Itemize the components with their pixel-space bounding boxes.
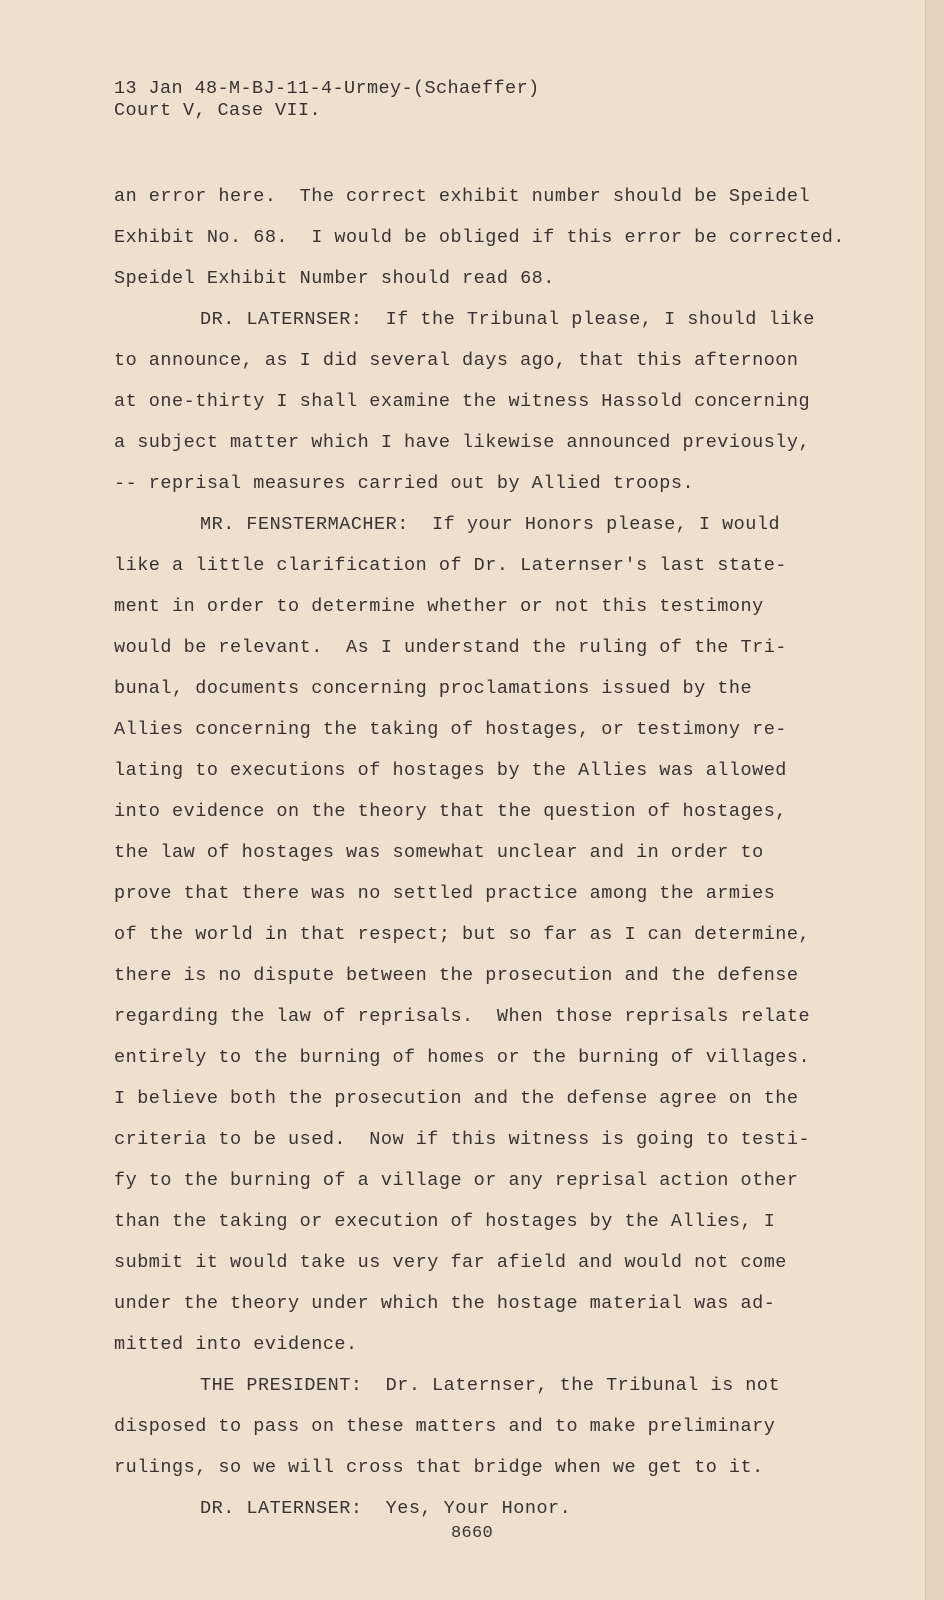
text-line: prove that there was no settled practice among the armies [114, 883, 776, 904]
text-line: a subject matter which I have likewise announced previously, [114, 432, 811, 453]
text-line: at one-thirty I shall examine the witness Hassold concerning [114, 391, 811, 412]
header-case-reference: 13 Jan 48-M-BJ-11-4-Urmey-(Schaeffer) [114, 78, 540, 99]
speaker-line: THE PRESIDENT: Dr. Laternser, the Tribunal is not [200, 1375, 781, 1396]
text-line: disposed to pass on these matters and to make preliminary [114, 1416, 776, 1437]
text-line: of the world in that respect; but so far as I can determine, [114, 924, 811, 945]
text-line: rulings, so we will cross that bridge when we get to it. [114, 1457, 764, 1478]
text-line: would be relevant. As I understand the ruling of the Tri- [114, 637, 787, 658]
speaker-line: DR. LATERNSER: Yes, Your Honor. [200, 1498, 572, 1519]
text-line: bunal, documents concerning proclamations issued by the [114, 678, 753, 699]
text-line: fy to the burning of a village or any reprisal action other [114, 1170, 799, 1191]
text-line: like a little clarification of Dr. Laternser's last state- [114, 555, 787, 576]
speaker-line: MR. FENSTERMACHER: If your Honors please, I would [200, 514, 781, 535]
text-line: ment in order to determine whether or not this testimony [114, 596, 764, 617]
text-line: criteria to be used. Now if this witness is going to testi- [114, 1129, 811, 1150]
text-line: -- reprisal measures carried out by Allied troops. [114, 473, 695, 494]
text-line: into evidence on the theory that the question of hostages, [114, 801, 787, 822]
header-court-case: Court V, Case VII. [114, 100, 322, 121]
text-line: there is no dispute between the prosecution and the defense [114, 965, 799, 986]
text-line: under the theory under which the hostage material was ad- [114, 1293, 776, 1314]
text-line: Allies concerning the taking of hostages, or testimony re- [114, 719, 787, 740]
speaker-line: DR. LATERNSER: If the Tribunal please, I should like [200, 309, 815, 330]
page-number: 8660 [450, 1524, 493, 1543]
text-line: entirely to the burning of homes or the burning of villages. [114, 1047, 811, 1068]
text-line: regarding the law of reprisals. When those reprisals relate [114, 1006, 811, 1027]
text-line: Exhibit No. 68. I would be obliged if this error be corrected. [114, 227, 845, 248]
text-line: than the taking or execution of hostages by the Allies, I [114, 1211, 776, 1232]
paper-edge [925, 0, 944, 1600]
text-line: submit it would take us very far afield and would not come [114, 1252, 787, 1273]
text-line: lating to executions of hostages by the Allies was allowed [114, 760, 787, 781]
text-line: to announce, as I did several days ago, that this afternoon [114, 350, 799, 371]
text-line: the law of hostages was somewhat unclear and in order to [114, 842, 764, 863]
text-line: mitted into evidence. [114, 1334, 358, 1355]
text-line: an error here. The correct exhibit number should be Speidel [114, 186, 811, 207]
text-line: I believe both the prosecution and the defense agree on the [114, 1088, 799, 1109]
transcript-body [114, 176, 874, 1529]
text-line: Speidel Exhibit Number should read 68. [114, 268, 555, 289]
document-header [114, 78, 540, 122]
